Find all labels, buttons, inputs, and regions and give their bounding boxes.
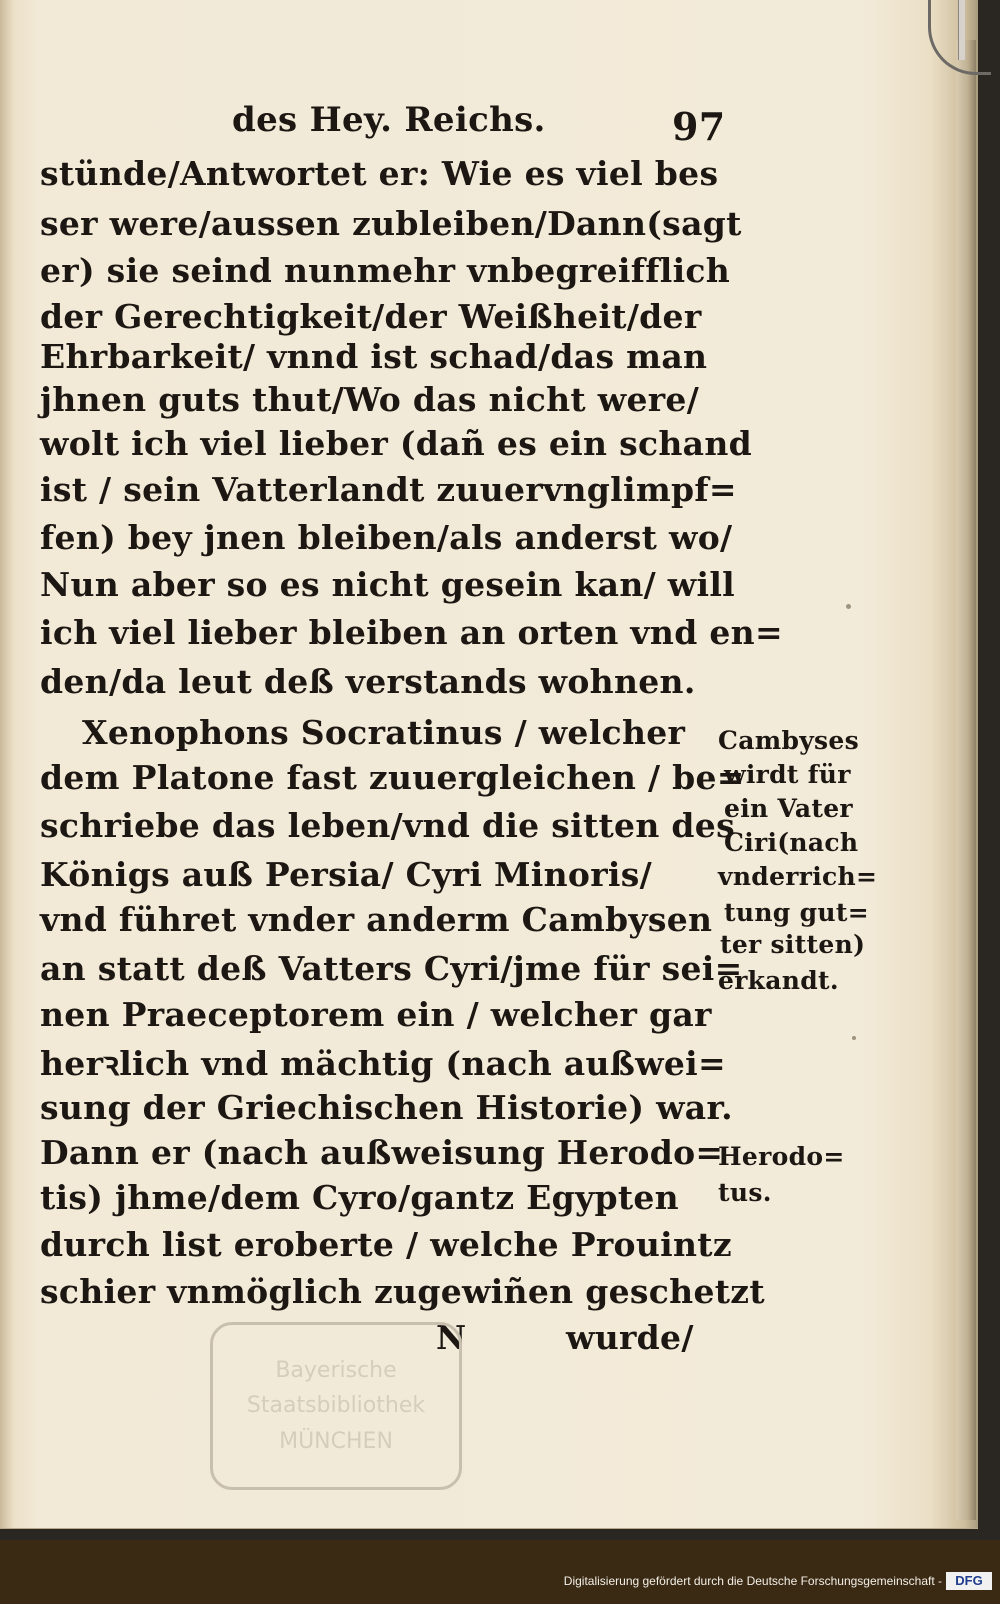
funding-notice: Digitalisierung gefördert durch die Deutsche Forschungsgemeinschaft - xyxy=(563,1574,942,1588)
body-line: Dann er (nach außweisung Herodo= xyxy=(40,1133,724,1172)
body-line: ich viel lieber bleiben an orten vnd en= xyxy=(40,613,783,652)
body-line: den/da leut deß verstands wohnen. xyxy=(40,662,696,701)
body-line: wolt ich viel lieber (dañ es ein schand xyxy=(40,424,752,463)
body-line: der Gerechtigkeit/der Weißheit/der xyxy=(40,297,702,336)
marginal-line: erkandt. xyxy=(718,966,839,995)
marginal-line: Cambyses xyxy=(718,726,860,755)
marginal-line: ter sitten) xyxy=(720,930,866,959)
body-line: ser were/aussen zubleiben/Dann(sagt xyxy=(40,204,742,243)
body-line: dem Platone fast zuuergleichen / be= xyxy=(40,758,745,797)
bookmark-thread xyxy=(958,0,965,60)
body-line: Xenophons Socratinus / welcher xyxy=(82,713,686,752)
body-line: jhnen guts thut/Wo das nicht were/ xyxy=(40,380,700,419)
footer-bar xyxy=(0,1540,1000,1604)
marginal-line: Ciri(nach xyxy=(724,828,859,857)
body-line: nen Praeceptorem ein / welcher gar xyxy=(40,995,712,1034)
body-line: schier vnmöglich zugewiñen geschetzt xyxy=(40,1272,765,1311)
catchword: wurde/ xyxy=(566,1318,694,1357)
body-line: schriebe das leben/vnd die sitten des xyxy=(40,806,735,845)
paper-speck xyxy=(846,604,851,609)
marginal-line: wirdt für xyxy=(724,760,851,789)
body-line: ist / sein Vatterlandt zuuervnglimpf= xyxy=(40,470,737,509)
marginal-line: ein Vater xyxy=(724,794,853,823)
body-line: an statt deß Vatters Cyri/jme für sei= xyxy=(40,949,743,988)
body-line: vnd führet vnder anderm Cambysen xyxy=(40,900,713,939)
body-line: tis) jhme/dem Cyro/gantz Egypten xyxy=(40,1178,679,1217)
dfg-logo: DFG xyxy=(946,1572,992,1590)
body-line: Königs auß Persia/ Cyri Minoris/ xyxy=(40,855,652,894)
paper-speck xyxy=(852,1036,856,1040)
page-number: 97 xyxy=(672,104,726,149)
running-title: des Hey. Reichs. xyxy=(232,100,546,140)
stamp-line: MÜNCHEN xyxy=(279,1428,393,1454)
body-line: fen) bey jnen bleiben/als anderst wo/ xyxy=(40,518,733,557)
stamp-line: Bayerische xyxy=(275,1358,397,1384)
body-line: er) sie seind nunmehr vnbegreifflich xyxy=(40,251,731,290)
body-line: durch list eroberte / welche Prouintz xyxy=(40,1225,732,1264)
marginal-line: tus. xyxy=(718,1178,772,1207)
marginal-line: Herodo= xyxy=(718,1142,845,1171)
body-line: herꝛlich vnd mächtig (nach außwei= xyxy=(40,1044,726,1083)
stamp-line: Staatsbibliothek xyxy=(246,1393,426,1419)
marginal-line: tung gut= xyxy=(724,898,869,927)
body-line: Nun aber so es nicht gesein kan/ will xyxy=(40,565,736,604)
page-edge xyxy=(956,40,976,1520)
body-line: stünde/Antwortet er: Wie es viel bes xyxy=(40,154,719,193)
body-line: sung der Griechischen Historie) war. xyxy=(40,1088,733,1127)
signature-mark: N xyxy=(436,1318,467,1357)
marginal-line: vnderrich= xyxy=(718,862,878,891)
body-line: Ehrbarkeit/ vnnd ist schad/das man xyxy=(40,337,708,376)
library-stamp xyxy=(210,1322,462,1490)
